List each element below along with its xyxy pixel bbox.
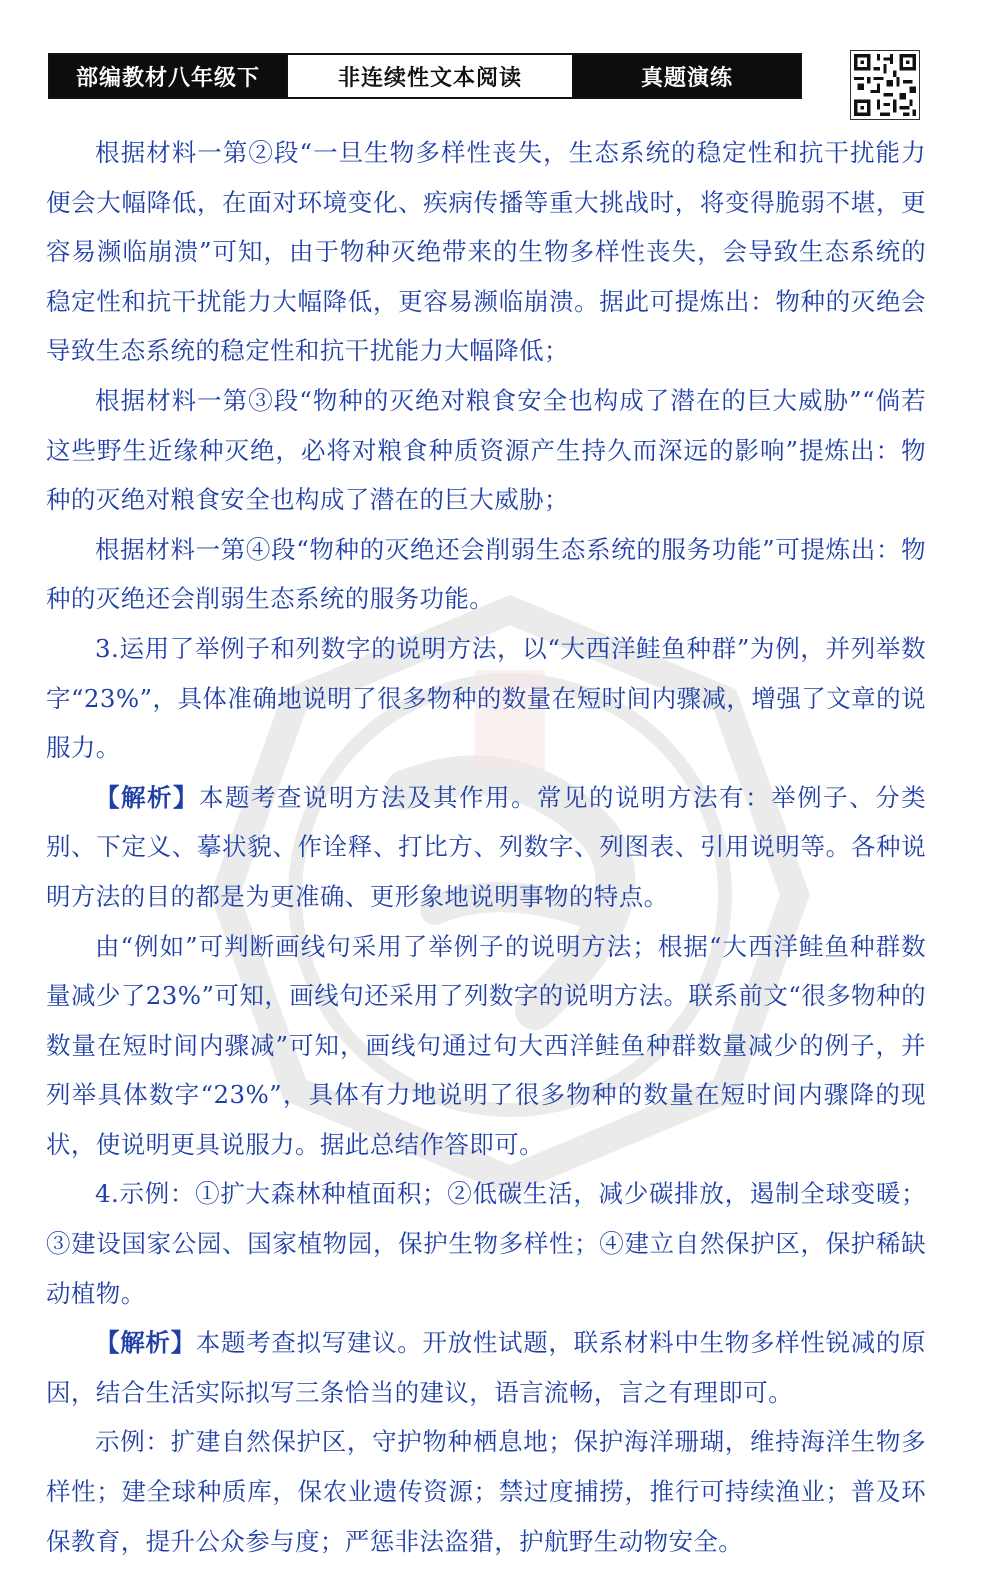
- paragraph-example: 示例：扩建自然保护区，守护物种栖息地；保护海洋珊瑚，维持海洋生物多样性；建全球种质库，保农业遗传资源；禁过度捕捞，推行可持续渔业；普及环保教育，提升公众参与度；严惩非法盗猎，护航野生动物安全。: [46, 1427, 926, 1556]
- analysis-tag: 【解析】: [95, 1328, 196, 1358]
- paragraph: 根据材料一第②段“一旦生物多样性丧失，生态系统的稳定性和抗干扰能力便会大幅降低，在面对环境变化、疾病传播等重大挑战时，将变得脆弱不堪，更容易濒临崩溃”可知，由于物种灭绝带来的生物多样性丧失，会导致生态系统的稳定性和抗干扰能力大幅降低，更容易濒临崩溃。据此可提炼出：物种的灭绝会导致生态系统的稳定性和抗干扰能力大幅降低；: [46, 138, 926, 366]
- answer-content: [46, 128, 926, 1566]
- paragraph-answer-4: 4.示例：①扩大森林种植面积；②低碳生活，减少碳排放，遏制全球变暖；③建设国家公园、国家植物园，保护生物多样性；④建立自然保护区，保护稀缺动植物。: [46, 1179, 926, 1308]
- analysis-text: 本题考查拟写建议。开放性试题，联系材料中生物多样性锐减的原因，结合生活实际拟写三条恰当的建议，语言流畅，言之有理即可。: [46, 1328, 926, 1407]
- paragraph: 根据材料一第④段“物种的灭绝还会削弱生态系统的服务功能”可提炼出：物种的灭绝还会削弱生态系统的服务功能。: [46, 534, 926, 614]
- paragraph: 由“例如”可判断画线句采用了举例子的说明方法；根据“大西洋鲑鱼种群数量减少了23%”可知，画线句还采用了列数字的说明方法。联系前文“很多物种的数量在短时间内骤减”可知，画线句通过句大西洋鲑鱼种群数量减少的例子，并列举具体数字“23%”，具体有力地说明了很多物种的数量在短时间内骤降的现状，使说明更具说服力。据此总结作答即可。: [46, 931, 927, 1159]
- header-topic-label: 非连续性文本阅读: [286, 55, 574, 97]
- header-section-label: 真题演练: [574, 55, 800, 97]
- header-bar: [48, 53, 802, 99]
- paragraph-answer-3: 3.运用了举例子和列数字的说明方法，以“大西洋鲑鱼种群”为例，并列举数字“23%”，具体准确地说明了很多物种的数量在短时间内骤减，增强了文章的说服力。: [46, 633, 926, 763]
- paragraph: 根据材料一第③段“物种的灭绝对粮食安全也构成了潜在的巨大威胁”“倘若这些野生近缘种灭绝，必将对粮食种质资源产生持久而深远的影响”提炼出：物种的灭绝对粮食安全也构成了潜在的巨大威胁；: [46, 385, 926, 515]
- header-textbook-label: 部编教材八年级下: [50, 55, 286, 97]
- analysis-text: 本题考查说明方法及其作用。常见的说明方法有：举例子、分类别、下定义、摹状貌、作诠释、打比方、列数字、列图表、引用说明等。各种说明方法的目的都是为更准确、更形象地说明事物的特点。: [46, 782, 926, 911]
- analysis-tag: 【解析】: [95, 782, 200, 812]
- paragraph-analysis: [46, 773, 926, 922]
- paragraph-analysis: [46, 1318, 926, 1417]
- qr-code-icon: [850, 50, 920, 120]
